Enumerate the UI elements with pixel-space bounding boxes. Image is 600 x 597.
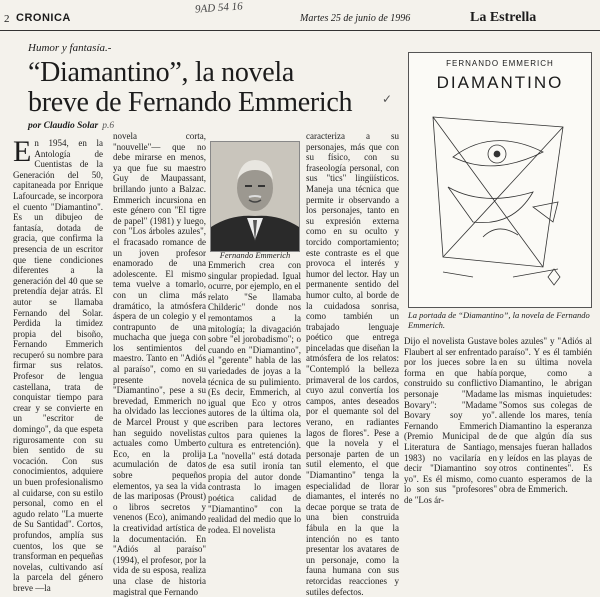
section-name: CRONICA xyxy=(16,12,71,24)
article-headline xyxy=(28,58,398,118)
drop-cap: E xyxy=(13,135,32,168)
book-cover xyxy=(408,52,592,308)
byline-handwriting: p.6 xyxy=(102,121,115,131)
newspaper-name: La Estrella xyxy=(470,10,537,25)
cover-title: DIAMANTINO xyxy=(436,73,564,92)
column-1-text: n 1954, en la Antología de Cuentistas de la Generación del 50, capitaneada por Enrique Lafourcade, se incorpora el cuento "Diamantino". Es un dibujeo de fantasía, dotada de gracia, que confirma la presencia de un escritor que tiene condiciones diferentes a la generación del 40 que se pretendía dejar atrás. El autor se llamaba Fernando del Solar. Perdida la timidez propia del bisoño, Fernando Emmerich recuperó su nombre para firmar sus relatos. Profesor de lengua castellana, trata de conquistar tiempo para crear y se convierte en un "escritor de domingo", da que espeta rigurosamente con su bien sentido de su vocación. Con sus conocimientos, adquiere un buen profesionalismo al cuidarse, con su estilo personal, como en el agudo relato "La muerte de Su Santidad". Cortos, profundos, amplía sus cuentos, los que se transforman en pequeñas novelas, cultivando así la parcela del género breve —la xyxy=(13,138,103,593)
byline xyxy=(28,121,114,131)
column-5: Dijo el novelista Gustave Flaubert al ser enfrentado por los jueces sobre la forma en que había construido su conflictivo personaje "Madame Bovary": "Madame Bovary soy yo". Fernando Emmerich (Premio Municipal de Literatura de Santiago, 1983) no vacilaría en decir "Diamantino soy yo". Es él mismo, como lo son sus "profesores" de "Los ár- xyxy=(404,336,497,505)
column-1 xyxy=(13,135,103,593)
cover-illustration-icon xyxy=(423,97,577,297)
page-number: 2 xyxy=(4,13,10,25)
headline-line-2: breve de Fernando Emmerich xyxy=(28,87,353,118)
byline-author: por Claudio Solar xyxy=(28,121,99,131)
column-3: Emmerich crea con singular propiedad. Igual ocurre, por ejemplo, en el relato "Se llamaba Childeric" donde nos remontamos a la mitología; la divagación sobre "el jorobadismo"; o cuando en "Diamantino", el "gerente" habla de las variedades de joyas a la técnica de su pulimiento. (Es decir, Emmerich, al igual que Eco y otros autores de la última ola, escriben para lectores cultos para quienes la cultura es entretención). La "novella" está dotada de esa sutil ironía tan propia del autor donde contrasta lo imagen poética calidad de "Diamantino" con la realidad del medio que lo rodea. El novelista xyxy=(208,260,301,535)
headline-line-1: “Diamantino”, la novela xyxy=(28,57,294,88)
author-photo xyxy=(210,141,300,252)
article-kicker: Humor y fantasía.- xyxy=(28,42,112,54)
cover-author: FERNANDO EMMERICH xyxy=(446,59,554,68)
column-6: boles azules" y "Adiós al paraíso". Y es él también en su última novela porque, como a Diamantino, le abrigan las mismas inquietudes: "Somos sus colegas de allende los mares, tenía Diamantino la esperanza de que algún día sus mensajes fueran hallados y leídos en las playas de otros continentes". Es cuanto esperamos de la obra de Emmerich. xyxy=(499,336,592,495)
checkmark-icon: ✓ xyxy=(382,92,393,106)
author-portrait-icon xyxy=(211,142,299,251)
photo-caption: Fernando Emmerich xyxy=(219,250,291,260)
handwritten-note: 9AD 54 16 xyxy=(194,0,244,16)
issue-date: Martes 25 de junio de 1996 xyxy=(300,13,411,24)
cover-caption: La portada de “Diamantino”, la novela de Fernando Emmerich. xyxy=(408,310,590,330)
header-rule xyxy=(0,30,600,31)
column-2: novela corta, "nouvelle"— que no debe mirarse en menos, ya que fue su maestro Guy de Maupassant, brillando junto a Balzac. Emmerich incursiona en este género con "El tigre de papel" (1981) y luego, con "Los árboles azules", el fracasado romance de un joven profesor enamorado de una adolescente. El mismo tema vuelve a tomarlo, con un clima más dramático, la atmósfera áspera de un colegio y el contrapunto de una muchacha que juega con los sentimientos del maestro. Tanto en "Adiós al paraíso", como en su presente novela "Diamantino", pese a su brevedad, Emmerich no ha olvidado las lecciones de Marcel Proust y que han seguido novelistas actuales como Umberto Eco, en la prolija acumulación de datos sobre pequeños elementos, ya sea la vida de las mariposas (Proust) o libros secretos y venenos (Eco), animando la creatividad artística de la documentación. En "Adiós al paraíso" (1994), el profesor, por la vida de su esposa, realiza una clase de historia magistral que Fernando xyxy=(113,131,206,597)
column-4: caracteriza a su personajes, más que con su físico, con su fraseología personal, con sus "tics" lingüísticos. Maneja una técnica que permite ir observando a los personajes, tanto en su expresión externa como en su oculto y torcido comportamiento; este contraste es el que provoca el interés y humor del lector. Hay un permanente sentido del humor culto, al borde de la cuidadosa sonrisa, como también un trabajado lenguaje poético que entrega pinceladas que diseñan la atmósfera de los relatos: "Contempló la belleza primaveral de los cardos, cuyo azul convertía los campos, antes deseados por el quemante sol del verano, en radiantes lagos de flores". Pese a que la novela y el personaje parten de un sutil elemento, el que "Diamantino" tenga la especialidad de llorar diamantes, el interés no decae porque se trata de una bien construida fábula en la que la intención no es tanto presentar los avatares de un personaje, como la fauna humana con sus retorcidas reacciones y sutiles defectos. xyxy=(306,131,399,597)
